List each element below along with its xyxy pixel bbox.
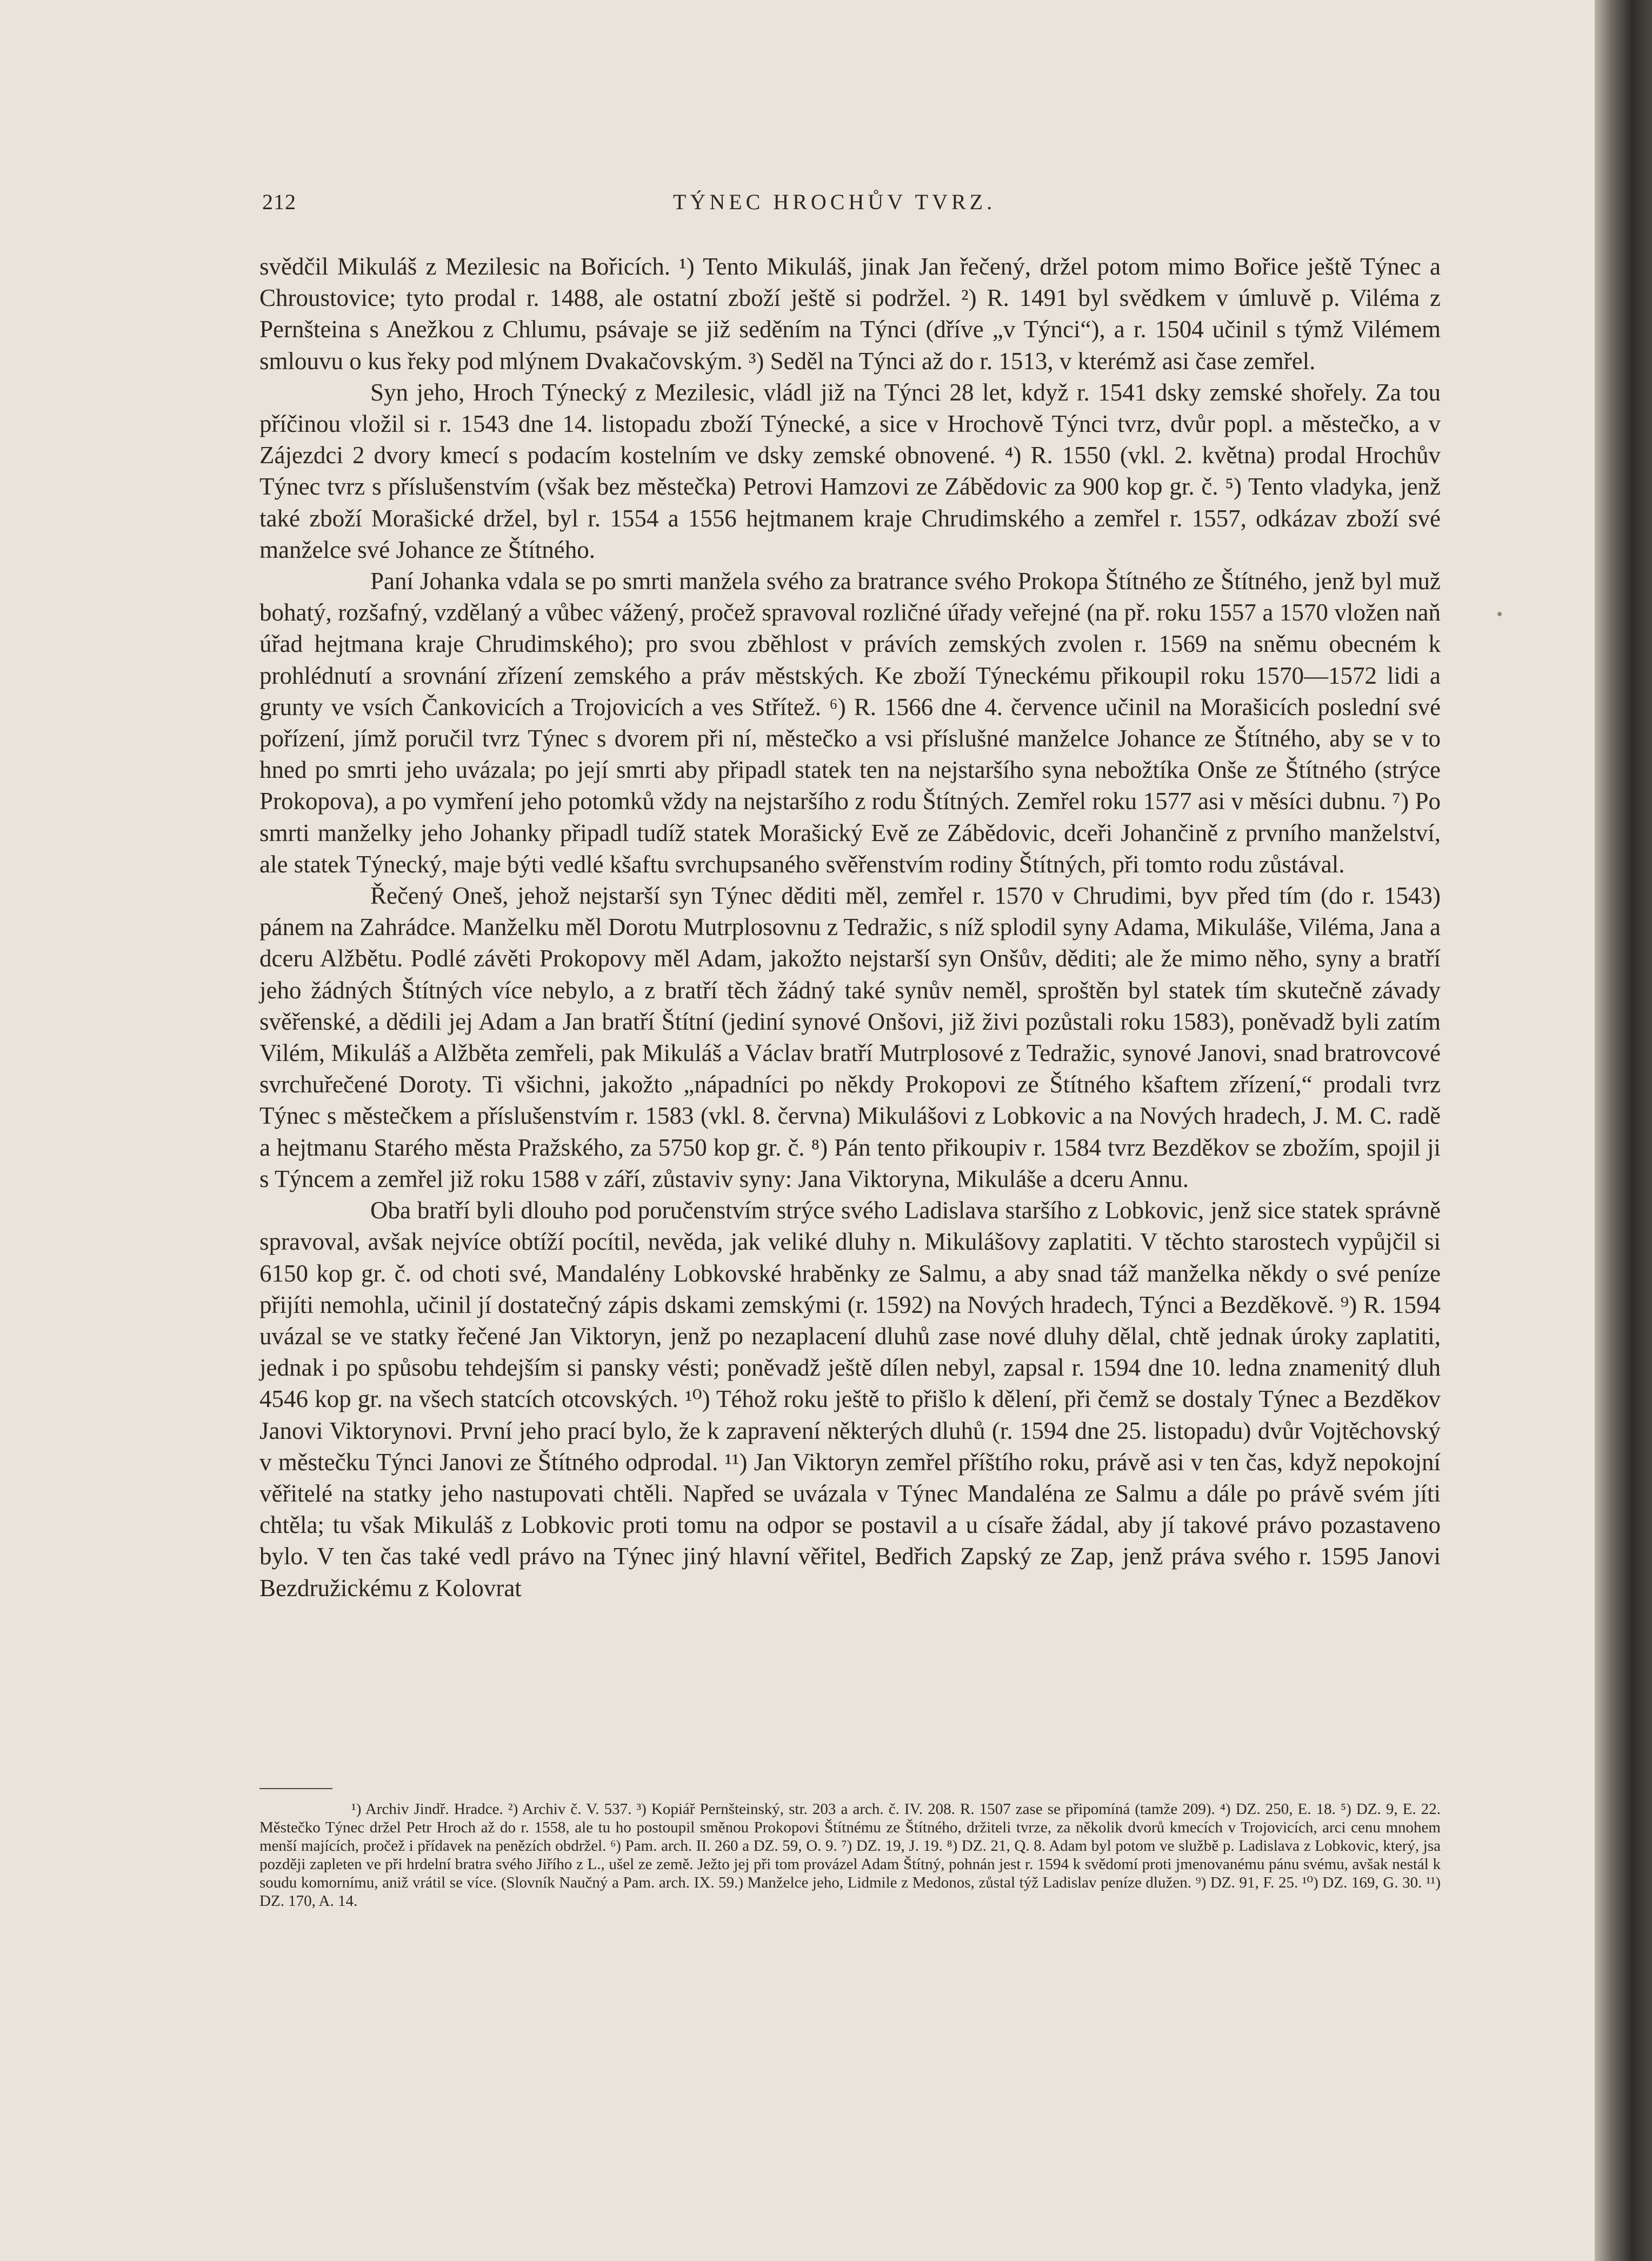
footnote-text: ¹) Archiv Jindř. Hradce. ²) Archiv č. V. 537. ³) Kopiář Pernšteinský, str. 203 a arch. č. IV. 208. R. 1507 zase se připomíná (tamže 209). ⁴) DZ. 250, E. 18. ⁵) DZ. 9, E. 22. Městečko Týnec držel Petr Hroch až do r. 1558, ale tu ho postoupil směnou Prokopovi Štítnému ze Štítného, držiteli tvrze, za několik dvorů kmecích v Trojovicích, arci cenu mnohem menší majících, pročež i přídavek na penězích obdržel. ⁶) Pam. arch. II. 260 a DZ. 59, O. 9. ⁷) DZ. 19, J. 19. ⁸) DZ. 21, Q. 8. Adam byl potom ve službě p. Ladislava z Lobkovic, který, jsa později zapleten ve při hrdelní bratra svého Jiřího z L., ušel ze země. Ježto jej při tom provázel Adam Štítný, pohnán jest r. 1594 k svědomí proti jmenovanému pánu svému, avšak nestál k soudu komornímu, aniž vrátil se více. (Slovník Naučný a Pam. arch. IX. 59.) Manželce jeho, Lidmile z Medonos, zůstal týž Ladislav peníze dlužen. ⁹) DZ. 91, F. 25. ¹⁰) DZ. 169, G. 30. ¹¹) DZ. 170, A. 14. xyxy=(259,1800,1441,1910)
paragraph: Paní Johanka vdala se po smrti manžela svého za bratrance svého Prokopa Štítného ze Štítného, jenž byl muž bohatý, rozšafný, vzdělaný a vůbec vážený, pročež spravoval rozličné úřady veřejné (na př. roku 1557 a 1570 vložen naň úřad hejtmana kraje Chrudimského); pro svou zběhlost v právích zemských zvolen r. 1569 na sněmu obecném k prohlédnutí a srovnání zřízení zemského a práv městských. Ke zboží Týneckému přikoupil roku 1570—1572 lidi a grunty ve vsích Čankovicích a Trojovicích a ves Střítež. ⁶) R. 1566 dne 4. července učinil na Morašicích poslední své pořízení, jímž poručil tvrz Týnec s dvorem při ní, městečko a vsi příslušné manželce Johance ze Štítného, aby se v to hned po smrti jeho uvázala; po její smrti aby připadl statek ten na nejstaršího syna nebožtíka Onše ze Štítného (strýce Prokopova), a po vymření jeho potomků vždy na nejstaršího z rodu Štítných. Zemřel roku 1577 asi v měsíci dubnu. ⁷) Po smrti manželky jeho Johanky připadl tudíž statek Morašický Evě ze Zábědovic, dceři Johančině z prvního manželství, ale statek Týnecký, maje býti vedlé kšaftu svrchupsaného svěřenstvím rodiny Štítných, při tomto rodu zůstával. xyxy=(259,568,1441,878)
body-text xyxy=(259,251,1441,1604)
footnotes xyxy=(259,1800,1441,1910)
page-number: 212 xyxy=(262,190,296,214)
footnote-divider xyxy=(259,1788,332,1789)
paragraph: Řečený Oneš, jehož nejstarší syn Týnec děditi měl, zemřel r. 1570 v Chrudimi, byv před tím (do r. 1543) pánem na Zahrádce. Manželku měl Dorotu Mutrplosovnu z Tedražic, s níž splodil syny Adama, Mikuláše, Viléma, Jana a dceru Alžbětu. Podlé závěti Prokopovy měl Adam, jakožto nejstarší syn Onšův, děditi; ale že mimo něho, syny a bratří jeho žádných Štítných více nebylo, a z bratří těch žádný také synův neměl, sproštěn byl statek tím skutečně závady svěřenské, a dědili jej Adam a Jan bratří Štítní (jediní synové Onšovi, již živi pozůstali roku 1583), poněvadž byli zatím Vilém, Mikuláš a Alžběta zemřeli, pak Mikuláš a Václav bratří Mutrplosové z Tedražic, synové Janovi, snad bratrovcové svrchuřečené Doroty. Ti všichni, jakožto „nápadníci po někdy Prokopovi ze Štítného kšaftem zřízení,“ prodali tvrz Týnec s městečkem a příslušenstvím r. 1583 (vkl. 8. června) Mikulášovi z Lobkovic a na Nových hradech, J. M. C. radě a hejtmanu Starého města Pražského, za 5750 kop gr. č. ⁸) Pán tento přikoupiv r. 1584 tvrz Bezděkov se zbožím, spojil ji s Týncem a zemřel již roku 1588 v září, zůstaviv syny: Jana Viktoryna, Mikuláše a dceru Annu. xyxy=(259,882,1441,1192)
book-gutter-shadow xyxy=(1595,0,1652,2261)
paragraph: svědčil Mikuláš z Mezilesic na Bořicích. ¹) Tento Mikuláš, jinak Jan řečený, držel potom mimo Bořice ještě Týnec a Chroustovice; tyto prodal r. 1488, ale ostatní zboží ještě si podržel. ²) R. 1491 byl svědkem v úmluvě p. Viléma z Pernšteina s Anežkou z Chlumu, psávaje se již seděním na Týnci (dříve „v Týnci“), a r. 1504 učinil s týmž Vilémem smlouvu o kus řeky pod mlýnem Dvakačovským. ³) Seděl na Týnci až do r. 1513, v kterémž asi čase zemřel. xyxy=(259,253,1441,375)
running-title: TÝNEC HROCHŮV TVRZ. xyxy=(673,190,996,214)
paragraph: Syn jeho, Hroch Týnecký z Mezilesic, vládl již na Týnci 28 let, když r. 1541 dsky zemské shořely. Za tou příčinou vložil si r. 1543 dne 14. listopadu zboží Týnecké, a sice v Hrochově Týnci tvrz, dvůr popl. a městečko, a v Zájezdci 2 dvory kmecí s podacím kostelním ve dsky zemské obnovené. ⁴) R. 1550 (vkl. 2. května) prodal Hrochův Týnec tvrz s příslušenstvím (však bez městečka) Petrovi Hamzovi ze Zábědovic za 900 kop gr. č. ⁵) Tento vladyka, jenž také zboží Morašické držel, byl r. 1554 a 1556 hejtmanem kraje Chrudimského a zemřel r. 1557, odkázav zboží své manželce své Johance ze Štítného. xyxy=(259,378,1441,563)
paper-speck xyxy=(1497,612,1502,616)
page-header xyxy=(262,189,1030,222)
paragraph: Oba bratří byli dlouho pod poručenstvím strýce svého Ladislava staršího z Lobkovic, jenž sice statek správně spravoval, avšak nejvíce obtíží pocítil, nevěda, jak veliké dluhy n. Mikulášovy zaplatiti. V těchto starostech vypůjčil si 6150 kop gr. č. od choti své, Mandalény Lobkovské hraběnky ze Salmu, a aby snad táž manželka někdy o své peníze přijíti nemohla, učinil jí dostatečný zápis dskami zemskými (r. 1592) na Nových hradech, Týnci a Bezděkově. ⁹) R. 1594 uvázal se ve statky řečené Jan Viktoryn, jenž po nezaplacení dluhů zase nové dluhy dělal, chtě jednak úroky zaplatiti, jednak i po spůsobu tehdejším si pansky vésti; poněvadž ještě dílen nebyl, zapsal r. 1594 dne 10. ledna znamenitý dluh 4546 kop gr. na všech statcích otcovských. ¹⁰) Téhož roku ještě to přišlo k dělení, při čemž se dostaly Týnec a Bezděkov Janovi Viktorynovi. První jeho prací bylo, že k zapravení některých dluhů (r. 1594 dne 25. listopadu) dvůr Vojtěchovský v městečku Týnci Janovi ze Štítného odprodal. ¹¹) Jan Viktoryn zemřel příštího roku, právě asi v ten čas, když nepokojní věřitelé na statky jeho nastupovati chtěli. Napřed se uvázala v Týnec Mandaléna ze Salmu a dále po právě svém jíti chtěla; tu však Mikuláš z Lobkovic proti tomu na odpor se postavil a u císaře žádal, aby jí takové právo pozastaveno bylo. V ten čas také vedl právo na Týnec jiný hlavní věřitel, Bedřich Zapský ze Zap, jenž práva svého r. 1595 Janovi Bezdružickému z Kolovrat xyxy=(259,1197,1441,1602)
